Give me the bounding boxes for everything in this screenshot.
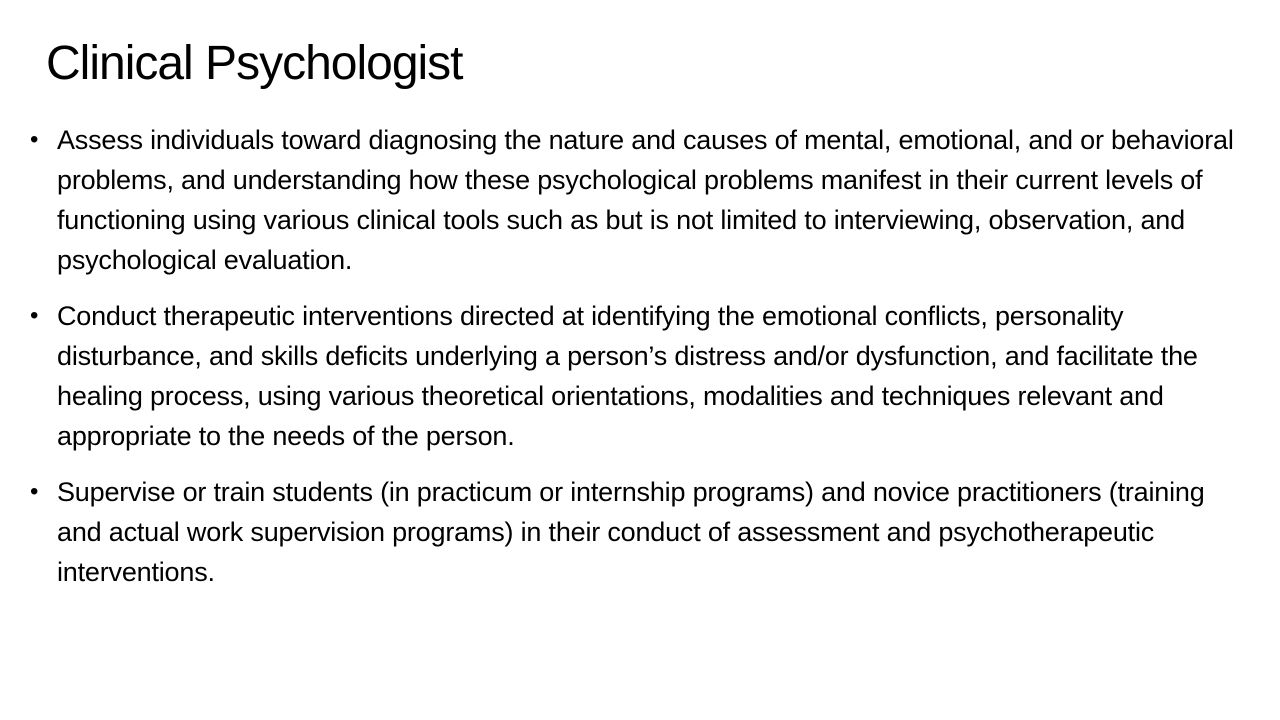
- bullet-text-supervise: Supervise or train students (in practicum or internship programs) and novice practitioners (training and actual work supervision programs) in their conduct of assessment and psychotherapeutic interventions.: [57, 477, 1205, 587]
- bullet-dot-icon: •: [30, 126, 39, 153]
- bullet-item-assess: [30, 120, 1235, 280]
- slide-title: Clinical Psychologist: [46, 37, 463, 90]
- bullet-item-supervise: [30, 472, 1235, 592]
- bullet-item-conduct: [30, 296, 1235, 456]
- bullet-text-assess: Assess individuals toward diagnosing the nature and causes of mental, emotional, and or behavioral problems, and understanding how these psychological problems manifest in their current levels of functioning using various clinical tools such as but is not limited to interviewing, observation, and psychological evaluation.: [57, 125, 1234, 275]
- bullet-dot-icon: •: [30, 478, 39, 505]
- bullet-text-conduct: Conduct therapeutic interventions directed at identifying the emotional conflicts, personality disturbance, and skills deficits underlying a person’s distress and/or dysfunction, and facilitate the healing process, using various theoretical orientations, modalities and techniques relevant and appropriate to the needs of the person.: [57, 301, 1198, 451]
- bullet-list: [30, 120, 1235, 608]
- bullet-dot-icon: •: [30, 302, 39, 329]
